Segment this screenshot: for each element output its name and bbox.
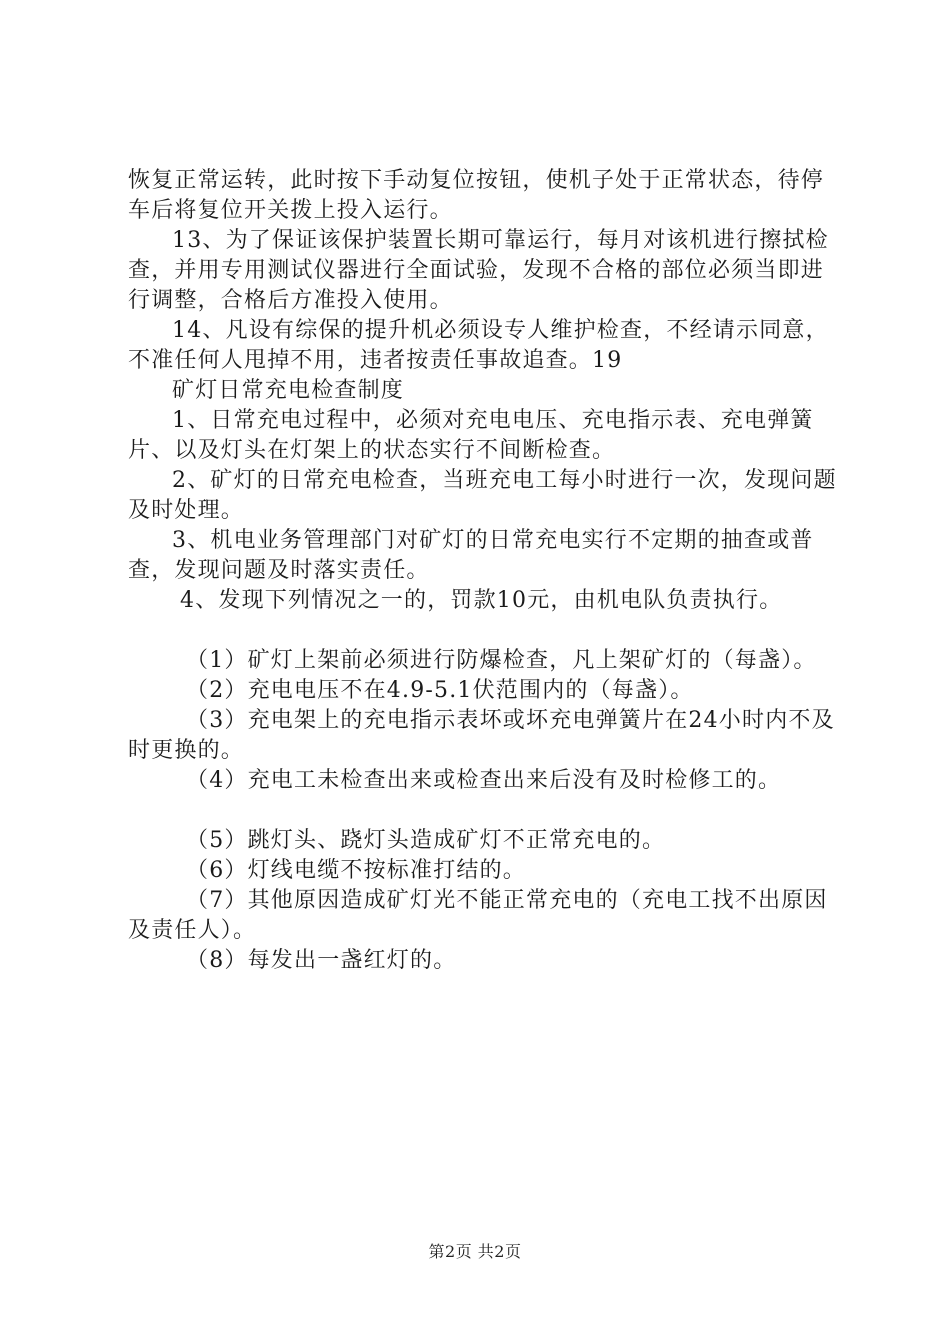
paragraph-rule-2: 2、矿灯的日常充电检查，当班充电工每小时进行一次，发现问题及时处理。: [128, 468, 837, 523]
paragraph-rule-1: 1、日常充电过程中，必须对充电电压、充电指示表、充电弹簧片、以及灯头在灯架上的状态实行不间断检查。: [128, 408, 814, 463]
list-item-5: （5）跳灯头、跷灯头造成矿灯不正常充电的。: [186, 828, 666, 853]
list-item-7: （7）其他原因造成矿灯光不能正常充电的（充电工找不出原因及责任人）。: [128, 888, 828, 943]
paragraph-item-14: 14、凡设有综保的提升机必须设专人维护检查，不经请示同意，不准任何人甩掉不用，违者按责任事故追查。19: [128, 318, 829, 373]
paragraph-rule-4: 4、发现下列情况之一的，罚款10元，由机电队负责执行。: [180, 588, 783, 613]
section-title: 矿灯日常充电检查制度: [172, 378, 405, 403]
paragraph-item-13: 13、为了保证该保护装置长期可靠运行，每月对该机进行擦拭检查，并用专用测试仪器进行全面试验，发现不合格的部位必须当即进行调整，合格后方准投入使用。: [128, 228, 829, 313]
page-number-footer: 第2页 共2页: [428, 1242, 522, 1261]
list-item-3: （3）充电架上的充电指示表坏或坏充电弹簧片在24小时内不及时更换的。: [128, 708, 835, 763]
paragraph-continued: 恢复正常运转，此时按下手动复位按钮，使机子处于正常状态，待停车后将复位开关拨上投入运行。: [128, 168, 825, 223]
list-item-8: （8）每发出一盏红灯的。: [186, 948, 457, 973]
list-item-6: （6）灯线电缆不按标准打结的。: [186, 858, 526, 883]
list-item-4: （4）充电工未检查出来或检查出来后没有及时检修工的。: [186, 768, 782, 793]
paragraph-rule-3: 3、机电业务管理部门对矿灯的日常充电实行不定期的抽查或普查，发现问题及时落实责任。: [128, 528, 814, 583]
list-item-1: （1）矿灯上架前必须进行防爆检查，凡上架矿灯的（每盏）。: [186, 648, 817, 673]
list-item-2: （2）充电电压不在4.9-5.1伏范围内的（每盏）。: [186, 678, 694, 703]
document-body: [128, 166, 840, 976]
